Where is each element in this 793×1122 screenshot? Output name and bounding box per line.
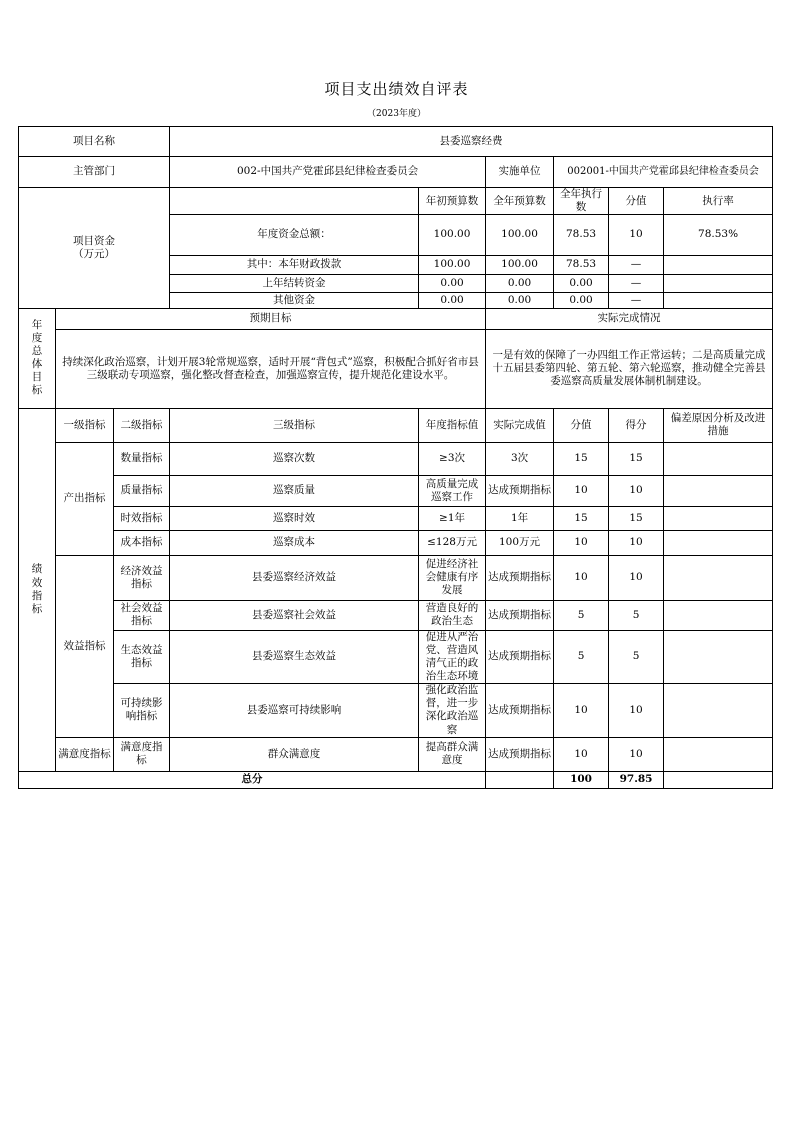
level3-cell: 县委巡察可持续影响 xyxy=(170,684,419,738)
level3-cell: 巡察次数 xyxy=(170,442,419,475)
funds-row-annual: 100.00 xyxy=(486,255,554,274)
funds-row-annual: 100.00 xyxy=(486,215,554,255)
fiscal-year: （2023年度） xyxy=(367,109,426,119)
funds-row-score-value: — xyxy=(609,292,664,308)
indicator-row xyxy=(19,600,773,630)
score-value-cell: 10 xyxy=(554,555,609,600)
level3-cell: 巡察质量 xyxy=(170,475,419,506)
score-cell: 15 xyxy=(609,506,664,530)
actual-cell: 达成预期指标 xyxy=(486,684,554,738)
actual-cell: 1年 xyxy=(486,506,554,530)
funds-header-score-value: 分值 xyxy=(609,188,664,215)
funds-row-initial: 100.00 xyxy=(419,215,486,255)
indicator-row xyxy=(19,684,773,738)
indicator-row xyxy=(19,442,773,475)
unit-label: 实施单位 xyxy=(486,157,554,188)
analysis-cell xyxy=(664,684,773,738)
level3-cell: 巡察时效 xyxy=(170,506,419,530)
total-score: 97.85 xyxy=(609,771,664,788)
expected-goal-text: 持续深化政治巡察，计划开展3轮常规巡察，适时开展“背包式”巡察，积极配合抓好省市县三级联动专项巡察，强化整改督查检查，加强巡察宣传，提升规范化建设水平。 xyxy=(56,329,486,408)
funds-row-name: 上年结转资金 xyxy=(170,274,419,292)
project-name-value: 县委巡察经费 xyxy=(170,127,773,157)
analysis-cell xyxy=(664,530,773,555)
goals-header-row xyxy=(19,308,773,329)
score-value-cell: 5 xyxy=(554,630,609,684)
score-value-cell: 10 xyxy=(554,530,609,555)
target-cell: 高质量完成巡察工作 xyxy=(419,475,486,506)
indicator-row xyxy=(19,530,773,555)
target-cell: 强化政治监督，进一步深化政治巡察 xyxy=(419,684,486,738)
score-value-cell: 15 xyxy=(554,442,609,475)
funds-row-initial: 100.00 xyxy=(419,255,486,274)
total-label: 总分 xyxy=(19,771,486,788)
indicator-row xyxy=(19,737,773,771)
funds-header-executed: 全年执行数 xyxy=(554,188,609,215)
level3-header: 三级指标 xyxy=(170,408,419,442)
target-cell: 提高群众满意度 xyxy=(419,737,486,771)
analysis-cell xyxy=(664,737,773,771)
funds-row-score-value: 10 xyxy=(609,215,664,255)
page-title: 项目支出绩效自评表 xyxy=(324,80,469,98)
score-header: 得分 xyxy=(609,408,664,442)
score-cell: 10 xyxy=(609,555,664,600)
funds-row-rate xyxy=(664,274,773,292)
target-cell: 营造良好的政治生态 xyxy=(419,600,486,630)
funds-row-rate: 78.53% xyxy=(664,215,773,255)
funds-row-executed: 78.53 xyxy=(554,215,609,255)
funds-header-rate: 执行率 xyxy=(664,188,773,215)
expected-goal-header: 预期目标 xyxy=(56,308,486,329)
indicators-header-row xyxy=(19,408,773,442)
analysis-cell xyxy=(664,555,773,600)
level1-satisfaction: 满意度指标 xyxy=(56,737,114,771)
target-header: 年度指标值 xyxy=(419,408,486,442)
level1-output: 产出指标 xyxy=(56,442,114,555)
actual-cell: 达成预期指标 xyxy=(486,600,554,630)
score-value-cell: 10 xyxy=(554,684,609,738)
funds-row-score-value: — xyxy=(609,255,664,274)
level3-cell: 县委巡察社会效益 xyxy=(170,600,419,630)
funds-row-annual: 0.00 xyxy=(486,274,554,292)
funds-label-line2: （万元） xyxy=(73,247,116,260)
indicator-row xyxy=(19,630,773,684)
actual-cell: 达成预期指标 xyxy=(486,737,554,771)
indicators-side-label: 绩效指标 xyxy=(19,408,56,771)
score-value-cell: 10 xyxy=(554,475,609,506)
project-name-label: 项目名称 xyxy=(19,127,170,157)
target-cell: ≥3次 xyxy=(419,442,486,475)
analysis-cell xyxy=(664,630,773,684)
funds-row-executed: 0.00 xyxy=(554,274,609,292)
actual-result-header: 实际完成情况 xyxy=(486,308,773,329)
indicator-row xyxy=(19,555,773,600)
score-cell: 5 xyxy=(609,630,664,684)
level2-cell: 满意度指标 xyxy=(114,737,170,771)
total-analysis xyxy=(664,771,773,788)
funds-header-initial: 年初预算数 xyxy=(419,188,486,215)
funds-row-rate xyxy=(664,255,773,274)
actual-header: 实际完成值 xyxy=(486,408,554,442)
funds-row-annual: 0.00 xyxy=(486,292,554,308)
department-row xyxy=(19,157,773,188)
level2-cell: 成本指标 xyxy=(114,530,170,555)
score-cell: 5 xyxy=(609,600,664,630)
level3-cell: 群众满意度 xyxy=(170,737,419,771)
funds-label-line1: 项目资金 xyxy=(73,234,116,247)
department-value: 002-中国共产党霍邱县纪律检查委员会 xyxy=(170,157,486,188)
funds-header-blank xyxy=(170,188,419,215)
unit-value: 002001-中国共产党霍邱县纪律检查委员会 xyxy=(554,157,773,188)
funds-row-initial: 0.00 xyxy=(419,292,486,308)
actual-cell: 达成预期指标 xyxy=(486,555,554,600)
funds-row-executed: 78.53 xyxy=(554,255,609,274)
total-score-value: 100 xyxy=(554,771,609,788)
actual-cell: 达成预期指标 xyxy=(486,630,554,684)
score-value-header: 分值 xyxy=(554,408,609,442)
score-value-cell: 15 xyxy=(554,506,609,530)
total-row xyxy=(19,771,773,788)
department-label: 主管部门 xyxy=(19,157,170,188)
funds-row-name: 其他资金 xyxy=(170,292,419,308)
level2-cell: 经济效益指标 xyxy=(114,555,170,600)
funds-row-rate xyxy=(664,292,773,308)
score-cell: 10 xyxy=(609,530,664,555)
level3-cell: 县委巡察生态效益 xyxy=(170,630,419,684)
actual-result-text: 一是有效的保障了一办四组工作正常运转；二是高质量完成十五届县委第四轮、第五轮、第六轮巡察，推动健全完善县委巡察高质量发展体制机制建设。 xyxy=(486,329,773,408)
target-cell: ≥1年 xyxy=(419,506,486,530)
level2-cell: 生态效益指标 xyxy=(114,630,170,684)
level1-benefit: 效益指标 xyxy=(56,555,114,737)
level1-header: 一级指标 xyxy=(56,408,114,442)
score-cell: 10 xyxy=(609,475,664,506)
total-blank xyxy=(486,771,554,788)
level2-cell: 可持续影响指标 xyxy=(114,684,170,738)
score-value-cell: 10 xyxy=(554,737,609,771)
funds-row-name: 年度资金总额： xyxy=(170,215,419,255)
evaluation-table xyxy=(18,126,773,789)
funds-row-score-value: — xyxy=(609,274,664,292)
level2-header: 二级指标 xyxy=(114,408,170,442)
level2-cell: 数量指标 xyxy=(114,442,170,475)
funds-row-executed: 0.00 xyxy=(554,292,609,308)
target-cell: ≤128万元 xyxy=(419,530,486,555)
level2-cell: 社会效益指标 xyxy=(114,600,170,630)
score-cell: 10 xyxy=(609,684,664,738)
score-cell: 15 xyxy=(609,442,664,475)
funds-row-name: 其中：本年财政拨款 xyxy=(170,255,419,274)
funds-row-initial: 0.00 xyxy=(419,274,486,292)
level3-cell: 县委巡察经济效益 xyxy=(170,555,419,600)
project-name-row xyxy=(19,127,773,157)
indicator-row xyxy=(19,475,773,506)
funds-header-row xyxy=(19,188,773,215)
level2-cell: 时效指标 xyxy=(114,506,170,530)
level2-cell: 质量指标 xyxy=(114,475,170,506)
score-cell: 10 xyxy=(609,737,664,771)
target-cell: 促进从严治党、营造风清气正的政治生态环境 xyxy=(419,630,486,684)
actual-cell: 3次 xyxy=(486,442,554,475)
score-value-cell: 5 xyxy=(554,600,609,630)
goals-side-label: 年度总体目标 xyxy=(19,308,56,408)
funds-header-annual: 全年预算数 xyxy=(486,188,554,215)
analysis-header: 偏差原因分析及改进措施 xyxy=(664,408,773,442)
analysis-cell xyxy=(664,600,773,630)
level3-cell: 巡察成本 xyxy=(170,530,419,555)
analysis-cell xyxy=(664,475,773,506)
analysis-cell xyxy=(664,506,773,530)
funds-label xyxy=(19,188,170,309)
actual-cell: 达成预期指标 xyxy=(486,475,554,506)
analysis-cell xyxy=(664,442,773,475)
indicator-row xyxy=(19,506,773,530)
actual-cell: 100万元 xyxy=(486,530,554,555)
goals-content-row xyxy=(19,329,773,408)
target-cell: 促进经济社会健康有序发展 xyxy=(419,555,486,600)
